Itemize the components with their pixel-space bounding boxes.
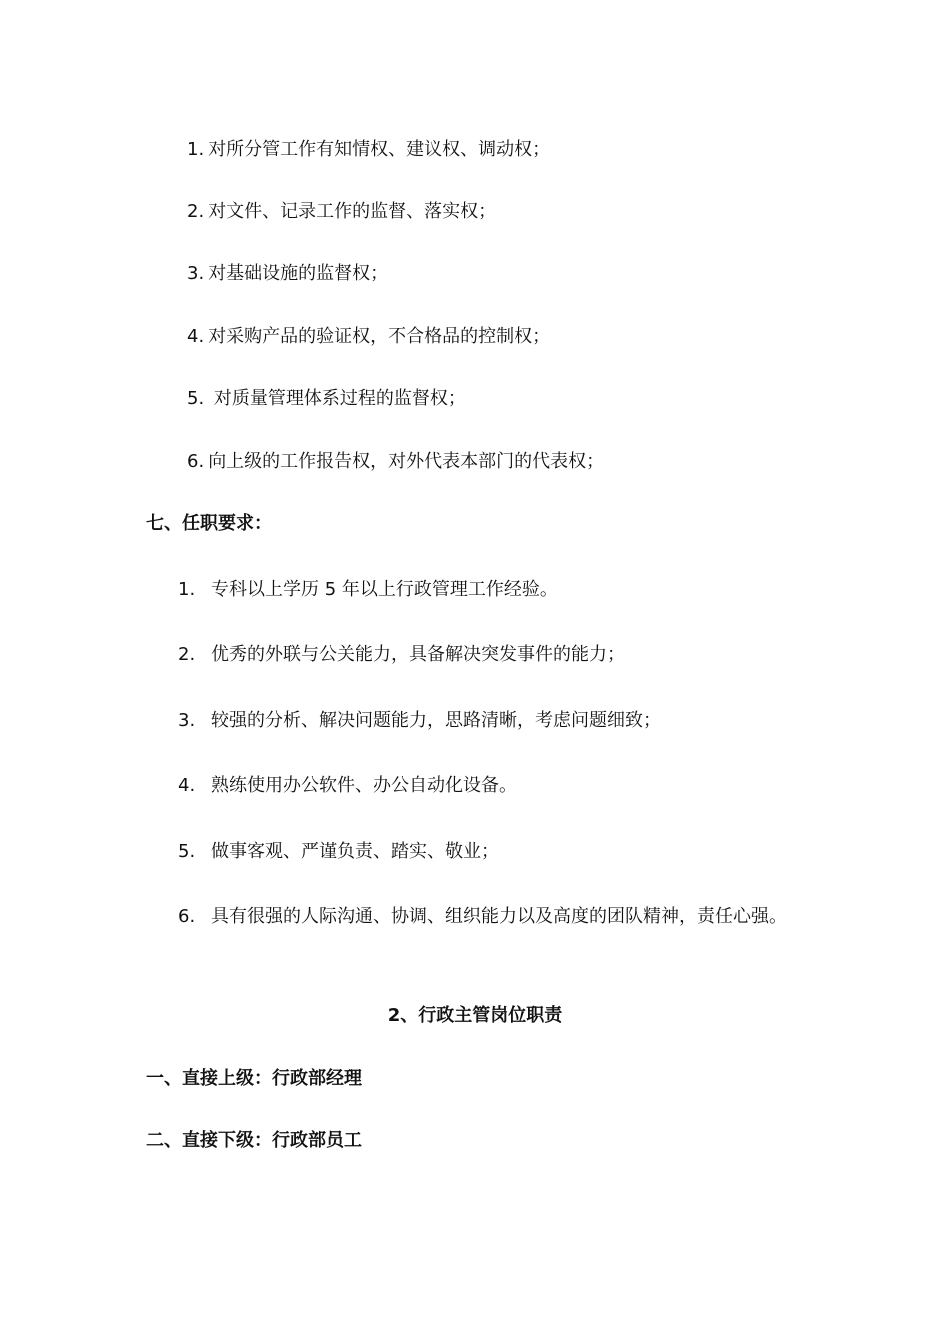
requirement-item-5 [178, 840, 499, 864]
item-text: 专科以上学历 5 年以上行政管理工作经验。 [211, 579, 558, 600]
item-number: 6. [178, 906, 196, 927]
requirement-item-3 [178, 709, 661, 733]
item-text: 较强的分析、解决问题能力，思路清晰，考虑问题细致； [211, 710, 661, 731]
item-number: 5. [178, 841, 196, 862]
requirement-item-6 [178, 905, 787, 929]
item-number: 2. [187, 201, 205, 222]
item-text: 具有很强的人际沟通、协调、组织能力以及高度的团队精神，责任心强。 [211, 906, 787, 927]
authority-item-3 [187, 262, 388, 286]
item-number: 3. [187, 263, 205, 284]
item-text: 对基础设施的监督权； [208, 263, 389, 284]
authority-item-5 [187, 387, 466, 411]
item-text: 优秀的外联与公关能力，具备解决突发事件的能力； [211, 644, 625, 665]
item-text: 对质量管理体系过程的监督权； [208, 388, 466, 409]
item-text: 对采购产品的验证权，不合格品的控制权； [208, 326, 551, 347]
requirement-item-4 [178, 774, 517, 798]
item-number: 1. [187, 139, 205, 160]
item-number: 5. [187, 388, 205, 409]
authority-item-1 [187, 138, 550, 162]
item-number: 4. [187, 326, 205, 347]
item-text: 熟练使用办公软件、办公自动化设备。 [211, 775, 517, 796]
item-text: 做事客观、严谨负责、踏实、敬业； [211, 841, 499, 862]
direct-subordinate: 二、直接下级：行政部员工 [146, 1130, 362, 1151]
item-text: 向上级的工作报告权，对外代表本部门的代表权； [208, 451, 605, 472]
item-text: 对所分管工作有知情权、建议权、调动权； [208, 139, 551, 160]
direct-superior: 一、直接上级：行政部经理 [146, 1068, 362, 1089]
position-title: 2、行政主管岗位职责 [387, 1005, 563, 1026]
requirement-item-2 [178, 643, 625, 667]
item-number: 6. [187, 451, 205, 472]
item-number: 4. [178, 775, 196, 796]
item-number: 3. [178, 710, 196, 731]
authority-item-6 [187, 450, 604, 474]
item-number: 1. [178, 579, 196, 600]
authority-item-4 [187, 325, 550, 349]
section-heading-requirements: 七、任职要求： [146, 513, 272, 534]
item-number: 2. [178, 644, 196, 665]
item-text: 对文件、记录工作的监督、落实权； [208, 201, 497, 222]
authority-item-2 [187, 200, 496, 224]
requirement-item-1 [178, 578, 558, 602]
